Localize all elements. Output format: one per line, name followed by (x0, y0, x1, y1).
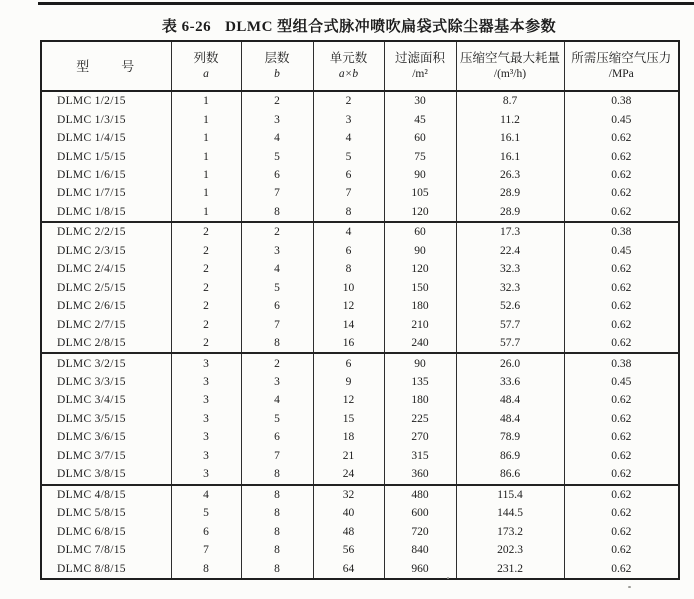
value-cell: 8 (241, 559, 313, 578)
value-cell: 3 (171, 391, 241, 409)
value-cell: 0.62 (564, 129, 679, 147)
value-cell: 0.62 (564, 447, 679, 465)
col-header-columns: 列数 a (171, 41, 241, 91)
value-cell: 5 (241, 279, 313, 297)
value-cell: 8 (313, 260, 384, 278)
value-cell: 32.3 (456, 260, 564, 278)
model-cell: DLMC 3/2/15 (57, 357, 126, 370)
value-cell: 78.9 (456, 428, 564, 446)
value-cell: 202.3 (456, 541, 564, 559)
value-cell: 225 (384, 410, 456, 428)
value-cell: 86.9 (456, 447, 564, 465)
value-cell: 90 (384, 242, 456, 260)
model-cell: DLMC 2/5/15 (57, 281, 126, 294)
value-cell: 8 (241, 522, 313, 540)
table-row (41, 147, 679, 165)
value-cell: 1 (171, 166, 241, 184)
value-cell: 0.45 (564, 373, 679, 391)
model-cell: DLMC 3/6/15 (57, 431, 126, 444)
value-cell: 0.62 (564, 279, 679, 297)
value-cell: 240 (384, 334, 456, 353)
value-cell: 180 (384, 391, 456, 409)
value-cell: 17.3 (456, 222, 564, 241)
model-cell: DLMC 3/5/15 (57, 412, 126, 425)
model-cell: DLMC 4/8/15 (57, 488, 126, 501)
model-cell: DLMC 2/4/15 (57, 263, 126, 276)
value-cell: 5 (241, 410, 313, 428)
col-unit-axb: a×b (338, 68, 359, 80)
value-cell: 2 (171, 260, 241, 278)
value-cell: 720 (384, 522, 456, 540)
table-row (41, 541, 679, 559)
model-cell: DLMC 3/3/15 (57, 376, 126, 389)
model-cell: DLMC 6/8/15 (57, 525, 126, 538)
value-cell: 0.62 (564, 410, 679, 428)
value-cell: 2 (171, 315, 241, 333)
value-cell: 28.9 (456, 203, 564, 222)
value-cell: 1 (171, 203, 241, 222)
value-cell: 0.45 (564, 242, 679, 260)
model-cell: DLMC 7/8/15 (57, 544, 126, 557)
value-cell: 6 (313, 242, 384, 260)
table-row (41, 279, 679, 297)
scan-speck (628, 586, 631, 588)
page-top-rule (38, 2, 694, 5)
value-cell: 3 (171, 447, 241, 465)
table-row (41, 129, 679, 147)
value-cell: 3 (171, 373, 241, 391)
value-cell: 48.4 (456, 410, 564, 428)
value-cell: 0.62 (564, 297, 679, 315)
table-row (41, 559, 679, 578)
value-cell: 1 (171, 110, 241, 128)
value-cell: 32 (313, 485, 384, 504)
value-cell: 0.38 (564, 222, 679, 241)
value-cell: 1 (171, 91, 241, 110)
value-cell: 173.2 (456, 522, 564, 540)
value-cell: 12 (313, 391, 384, 409)
value-cell: 2 (171, 279, 241, 297)
value-cell: 12 (313, 297, 384, 315)
value-cell: 480 (384, 485, 456, 504)
value-cell: 3 (171, 410, 241, 428)
value-cell: 2 (241, 222, 313, 241)
value-cell: 105 (384, 184, 456, 202)
model-cell: DLMC 8/8/15 (57, 562, 126, 575)
model-cell: DLMC 3/4/15 (57, 394, 126, 407)
value-cell: 18 (313, 428, 384, 446)
value-cell: 8 (241, 203, 313, 222)
col-header-model (41, 41, 171, 91)
value-cell: 4 (171, 485, 241, 504)
col-header-units: 单元数 a×b (313, 41, 384, 91)
value-cell: 4 (313, 222, 384, 241)
table-row (41, 91, 679, 110)
value-cell: 120 (384, 260, 456, 278)
value-cell: 0.62 (564, 428, 679, 446)
col-header-air-consumption: 压缩空气最大耗量 /(m³/h) (456, 41, 564, 91)
model-cell: DLMC 3/7/15 (57, 449, 126, 462)
value-cell: 9 (313, 373, 384, 391)
value-cell: 0.62 (564, 315, 679, 333)
value-cell: 48.4 (456, 391, 564, 409)
table-row (41, 522, 679, 540)
value-cell: 1 (171, 184, 241, 202)
value-cell: 28.9 (456, 184, 564, 202)
value-cell: 210 (384, 315, 456, 333)
table-row (41, 334, 679, 353)
value-cell: 3 (241, 242, 313, 260)
model-cell: DLMC 1/8/15 (57, 205, 126, 218)
value-cell: 3 (313, 110, 384, 128)
value-cell: 0.62 (564, 504, 679, 522)
value-cell: 52.6 (456, 297, 564, 315)
value-cell: 14 (313, 315, 384, 333)
model-cell: DLMC 3/8/15 (57, 468, 126, 481)
value-cell: 0.62 (564, 260, 679, 278)
value-cell: 8 (241, 334, 313, 353)
value-cell: 21 (313, 447, 384, 465)
value-cell: 2 (241, 353, 313, 372)
table-row (41, 410, 679, 428)
value-cell: 0.62 (564, 391, 679, 409)
table-body (41, 91, 679, 579)
value-cell: 2 (313, 91, 384, 110)
table-row (41, 353, 679, 372)
value-cell: 3 (171, 428, 241, 446)
col-unit-m3h: /(m³/h) (493, 68, 527, 80)
value-cell: 45 (384, 110, 456, 128)
value-cell: 15 (313, 410, 384, 428)
value-cell: 6 (241, 297, 313, 315)
header-row (41, 41, 679, 91)
value-cell: 3 (241, 110, 313, 128)
value-cell: 57.7 (456, 315, 564, 333)
value-cell: 6 (313, 166, 384, 184)
value-cell: 8 (241, 504, 313, 522)
value-cell: 3 (171, 465, 241, 484)
value-cell: 8 (241, 465, 313, 484)
value-cell: 75 (384, 147, 456, 165)
value-cell: 3 (171, 353, 241, 372)
value-cell: 2 (241, 91, 313, 110)
table-row (41, 110, 679, 128)
table-row (41, 373, 679, 391)
value-cell: 231.2 (456, 559, 564, 578)
model-cell: DLMC 2/8/15 (57, 337, 126, 350)
value-cell: 6 (241, 166, 313, 184)
model-cell: DLMC 2/3/15 (57, 244, 126, 257)
col-header-model-label: 型 号 (76, 58, 137, 74)
table-row (41, 485, 679, 504)
model-cell: DLMC 1/5/15 (57, 150, 126, 163)
value-cell: 8.7 (456, 91, 564, 110)
model-cell: DLMC 1/6/15 (57, 169, 126, 182)
table-header (41, 41, 679, 91)
value-cell: 5 (171, 504, 241, 522)
table-row (41, 504, 679, 522)
value-cell: 86.6 (456, 465, 564, 484)
value-cell: 0.62 (564, 166, 679, 184)
value-cell: 30 (384, 91, 456, 110)
value-cell: 48 (313, 522, 384, 540)
value-cell: 0.62 (564, 334, 679, 353)
col-unit-b: b (274, 68, 280, 80)
table-row (41, 184, 679, 202)
col-header-air-pressure: 所需压缩空气压力 /MPa (564, 41, 679, 91)
value-cell: 7 (241, 447, 313, 465)
value-cell: 0.38 (564, 91, 679, 110)
value-cell: 1 (171, 147, 241, 165)
value-cell: 0.38 (564, 353, 679, 372)
value-cell: 57.7 (456, 334, 564, 353)
value-cell: 60 (384, 129, 456, 147)
value-cell: 270 (384, 428, 456, 446)
value-cell: 7 (241, 315, 313, 333)
table-caption (40, 15, 678, 36)
model-cell: DLMC 2/7/15 (57, 318, 126, 331)
model-cell: DLMC 1/2/15 (57, 95, 126, 108)
value-cell: 4 (241, 391, 313, 409)
value-cell: 60 (384, 222, 456, 241)
value-cell: 7 (171, 541, 241, 559)
value-cell: 6 (313, 353, 384, 372)
table-row (41, 203, 679, 222)
table-row (41, 166, 679, 184)
value-cell: 64 (313, 559, 384, 578)
model-cell: DLMC 2/2/15 (57, 226, 126, 239)
value-cell: 0.62 (564, 522, 679, 540)
value-cell: 144.5 (456, 504, 564, 522)
value-cell: 0.62 (564, 541, 679, 559)
table-row (41, 260, 679, 278)
table-row (41, 391, 679, 409)
value-cell: 315 (384, 447, 456, 465)
value-cell: 840 (384, 541, 456, 559)
model-cell: DLMC 1/3/15 (57, 113, 126, 126)
value-cell: 2 (171, 334, 241, 353)
value-cell: 0.62 (564, 147, 679, 165)
table-number: 表 6-26 (161, 19, 212, 35)
value-cell: 4 (313, 129, 384, 147)
value-cell: 0.62 (564, 485, 679, 504)
table-title: DLMC 型组合式脉冲喷吹扁袋式除尘器基本参数 (225, 19, 557, 35)
model-cell: DLMC 5/8/15 (57, 507, 126, 520)
value-cell: 150 (384, 279, 456, 297)
value-cell: 56 (313, 541, 384, 559)
value-cell: 135 (384, 373, 456, 391)
value-cell: 10 (313, 279, 384, 297)
value-cell: 7 (313, 184, 384, 202)
value-cell: 22.4 (456, 242, 564, 260)
value-cell: 32.3 (456, 279, 564, 297)
value-cell: 0.62 (564, 559, 679, 578)
value-cell: 3 (241, 373, 313, 391)
value-cell: 8 (313, 203, 384, 222)
table-row (41, 297, 679, 315)
col-header-layers: 层数 b (241, 41, 313, 91)
value-cell: 6 (241, 428, 313, 446)
value-cell: 26.3 (456, 166, 564, 184)
value-cell: 16.1 (456, 147, 564, 165)
value-cell: 1 (171, 129, 241, 147)
value-cell: 16.1 (456, 129, 564, 147)
model-cell: DLMC 2/6/15 (57, 300, 126, 313)
value-cell: 960 (384, 559, 456, 578)
model-cell: DLMC 1/7/15 (57, 187, 126, 200)
model-cell: DLMC 1/4/15 (57, 132, 126, 145)
table-row (41, 428, 679, 446)
value-cell: 0.62 (564, 184, 679, 202)
table-row (41, 222, 679, 241)
value-cell: 26.0 (456, 353, 564, 372)
value-cell: 600 (384, 504, 456, 522)
col-unit-mpa: /MPa (608, 68, 634, 80)
value-cell: 0.62 (564, 465, 679, 484)
value-cell: 90 (384, 166, 456, 184)
scan-speck (447, 577, 449, 579)
value-cell: 24 (313, 465, 384, 484)
value-cell: 40 (313, 504, 384, 522)
value-cell: 2 (171, 297, 241, 315)
value-cell: 5 (313, 147, 384, 165)
value-cell: 11.2 (456, 110, 564, 128)
value-cell: 0.62 (564, 203, 679, 222)
table-row (41, 242, 679, 260)
table-row (41, 465, 679, 484)
table-row (41, 315, 679, 333)
value-cell: 2 (171, 222, 241, 241)
value-cell: 90 (384, 353, 456, 372)
value-cell: 7 (241, 184, 313, 202)
value-cell: 0.45 (564, 110, 679, 128)
value-cell: 6 (171, 522, 241, 540)
value-cell: 4 (241, 260, 313, 278)
col-unit-a: a (203, 68, 209, 80)
value-cell: 360 (384, 465, 456, 484)
parameters-table (40, 40, 680, 580)
value-cell: 4 (241, 129, 313, 147)
value-cell: 8 (241, 541, 313, 559)
value-cell: 8 (241, 485, 313, 504)
value-cell: 120 (384, 203, 456, 222)
value-cell: 2 (171, 242, 241, 260)
value-cell: 33.6 (456, 373, 564, 391)
value-cell: 5 (241, 147, 313, 165)
value-cell: 16 (313, 334, 384, 353)
value-cell: 180 (384, 297, 456, 315)
col-header-filter-area: 过滤面积 /m² (384, 41, 456, 91)
col-unit-m2: /m² (412, 68, 428, 80)
value-cell: 115.4 (456, 485, 564, 504)
value-cell: 8 (171, 559, 241, 578)
table-row (41, 447, 679, 465)
